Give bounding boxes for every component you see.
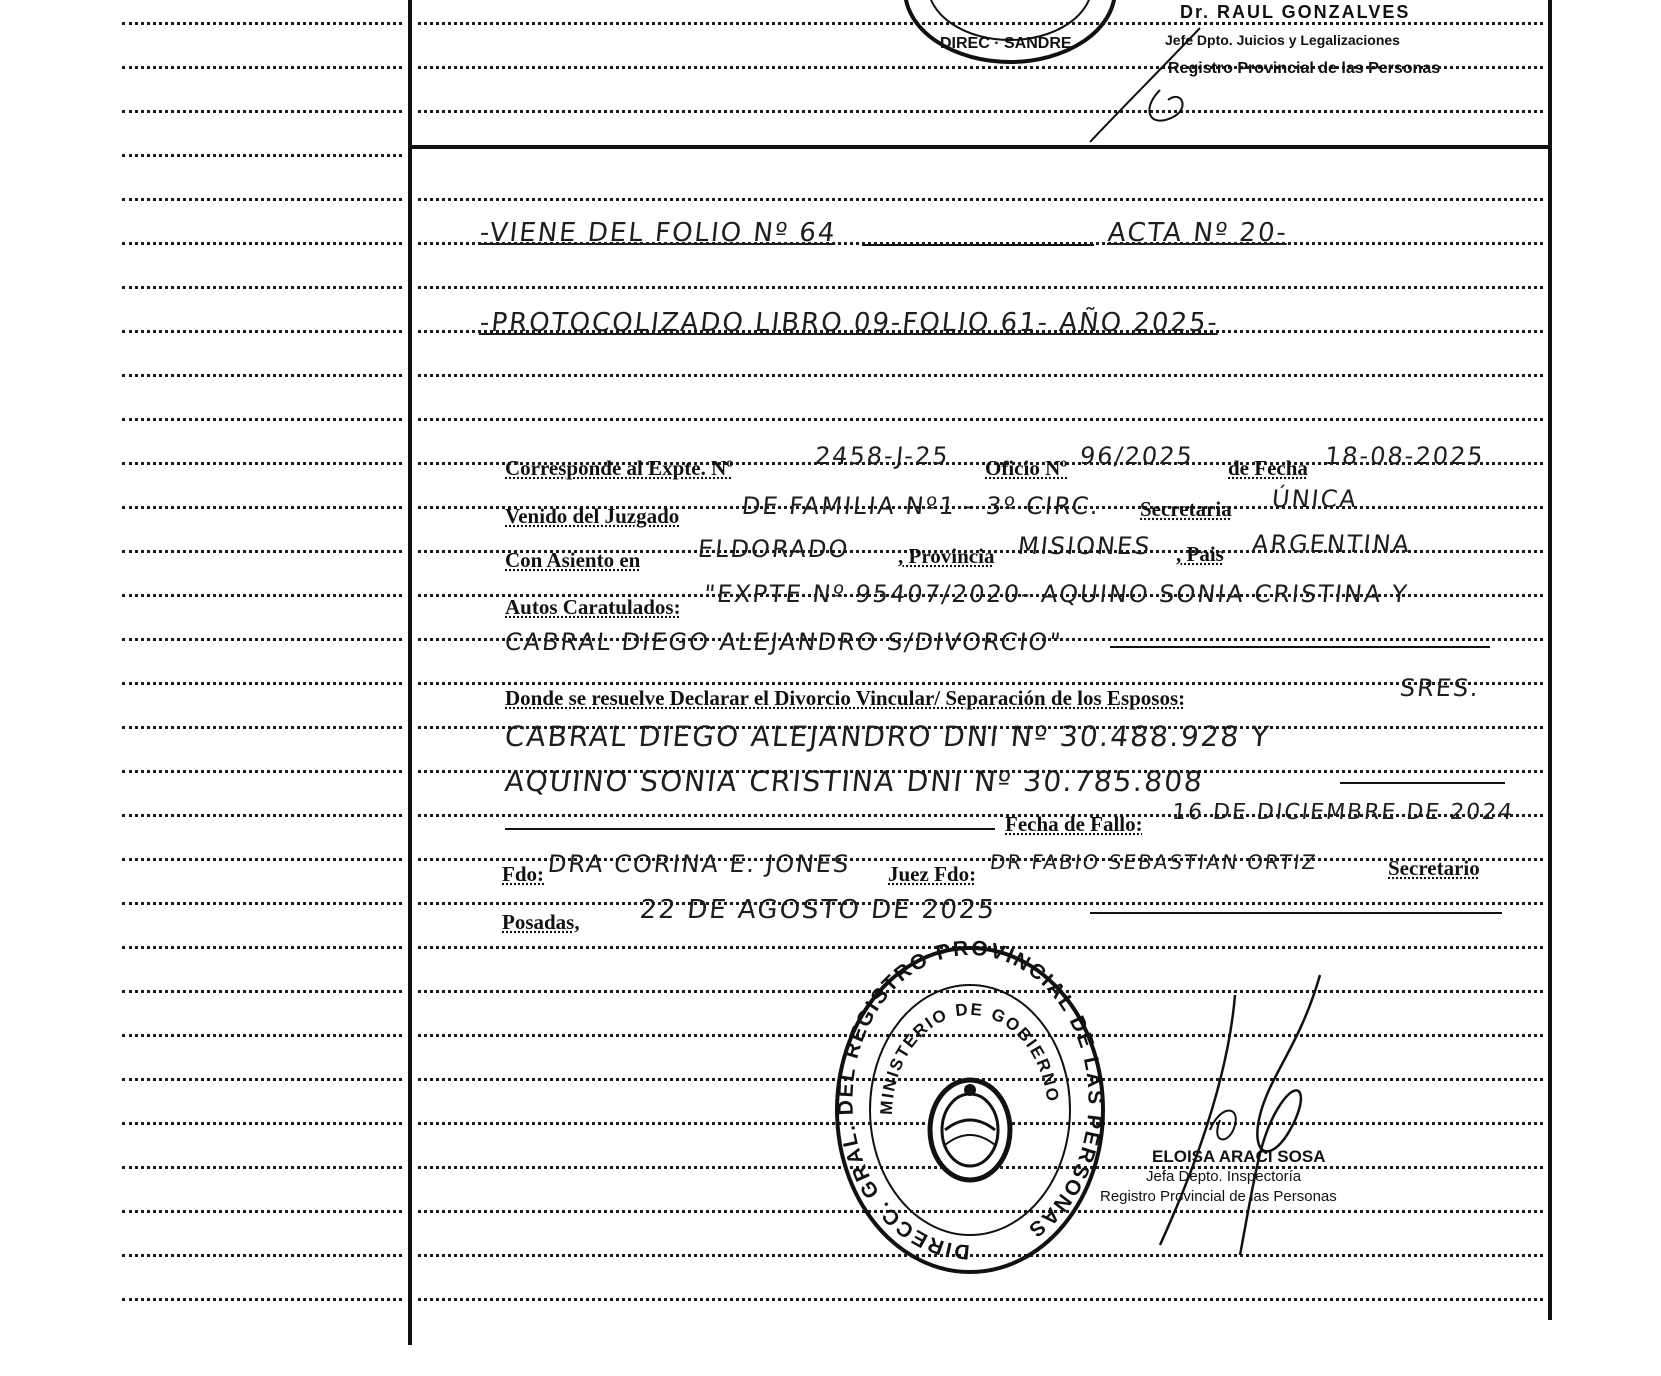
posadas-fill-rule	[1090, 912, 1502, 914]
juzgado-value: DE FAMILIA Nº1 - 3º CIRC.	[740, 492, 1102, 520]
top-signature	[1080, 20, 1240, 150]
signer-name: ELOISA ARACI SOSA	[1152, 1147, 1326, 1166]
ruling-line	[122, 1122, 402, 1125]
oficio-label: Oficio Nº	[985, 456, 1068, 480]
ruling-line	[418, 286, 1543, 289]
resuelve-value1: SRES.	[1398, 674, 1482, 702]
ruling-line	[122, 770, 402, 773]
acta-number: ACTA Nº 20-	[1106, 218, 1290, 248]
ruling-line	[122, 1078, 402, 1081]
fallo-lead-rule	[505, 828, 995, 830]
signer-role: Jefa Depto. Inspectoría	[1146, 1168, 1302, 1185]
coat-of-arms-icon	[930, 1080, 1010, 1180]
ruling-line	[122, 198, 402, 201]
autos-value-line2: CABRAL DIEGO ALEJANDRO S/DIVORCIO"	[503, 628, 1064, 656]
asiento-label: Con Asiento en	[505, 548, 641, 572]
secretaria-label: Secretaria	[1140, 497, 1232, 521]
juez-label: Juez Fdo:	[888, 862, 977, 886]
ruling-line	[122, 462, 402, 465]
ruling-line	[122, 374, 402, 377]
fecha-label: de Fecha	[1228, 456, 1308, 480]
ruling-line	[122, 1166, 402, 1169]
right-border-line	[1548, 0, 1552, 1320]
ruling-line	[122, 902, 402, 905]
ruling-line	[122, 858, 402, 861]
ruling-line	[122, 550, 402, 553]
ruling-line	[418, 1298, 1543, 1301]
ruling-line	[418, 110, 1543, 113]
juez-value: DR FABIO SEBASTIAN ORTIZ	[988, 850, 1319, 874]
ruling-line	[122, 1254, 402, 1257]
top-signer-role: Jefe Dpto. Juicios y Legalizaciones	[1165, 32, 1400, 48]
top-signer-office: Registro Provincial de las Personas	[1168, 60, 1441, 77]
fdo-value: DRA CORINA E. JONES	[546, 850, 852, 878]
resuelve-label: Donde se resuelve Declarar el Divorcio Vincular/ Separación de los Esposos:	[505, 686, 1186, 710]
autos-fill-rule	[1110, 646, 1490, 648]
autos-label: Autos Caratulados:	[505, 595, 681, 619]
posadas-value: 22 DE AGOSTO DE 2025	[638, 895, 998, 925]
ruling-line	[122, 946, 402, 949]
provincia-value: MISIONES	[1016, 532, 1153, 560]
ruling-line	[418, 682, 1543, 685]
ruling-line	[122, 1034, 402, 1037]
ruling-line	[122, 1298, 402, 1301]
ruling-line	[122, 682, 402, 685]
ruling-line	[418, 374, 1543, 377]
ruling-line	[122, 66, 402, 69]
fecha-value: 18-08-2025	[1323, 442, 1486, 470]
ruling-line	[122, 814, 402, 817]
pais-label: , Pais	[1176, 542, 1224, 566]
asiento-value: ELDORADO	[696, 535, 851, 563]
viene-del-folio: -VIENE DEL FOLIO Nº 64	[478, 218, 839, 248]
protocolizado-line: -PROTOCOLIZADO LIBRO 09-FOLIO 61- AÑO 2025-	[478, 308, 1221, 338]
ruling-line	[122, 242, 402, 245]
ruling-line	[122, 506, 402, 509]
ruling-line	[122, 110, 402, 113]
fallo-value: 16 DE DICIEMBRE DE 2024	[1170, 800, 1516, 825]
resuelve-value2: CABRAL DIEGO ALEJANDRO DNI Nº 30.488.928 Y	[503, 720, 1273, 753]
ruling-line	[122, 594, 402, 597]
signer-office: Registro Provincial de las Personas	[1100, 1188, 1337, 1205]
ruling-line	[122, 990, 402, 993]
ruling-line	[122, 286, 402, 289]
ruling-line	[122, 22, 402, 25]
handwritten-signature	[1150, 955, 1370, 1275]
juzgado-label: Venido del Juzgado	[505, 504, 680, 528]
stamp-inner-text: MINISTERIO DE GOBIERNO	[876, 999, 1063, 1116]
ruling-line	[418, 198, 1543, 201]
resuelve-fill-rule	[1340, 782, 1505, 784]
left-border-line	[408, 0, 412, 1345]
official-stamp	[830, 936, 1110, 1280]
header-line1-rule	[862, 244, 1094, 246]
top-signer-name: Dr. RAUL GONZALVES	[1180, 2, 1411, 22]
fallo-label: Fecha de Fallo:	[1005, 812, 1143, 836]
expte-value: 2458-J-25	[813, 442, 951, 470]
autos-value-line1: "EXPTE Nº 95407/2020- AQUINO SONIA CRISTINA Y	[702, 580, 1411, 608]
ruling-line	[122, 638, 402, 641]
ruling-line	[122, 726, 402, 729]
expte-label: Corresponde al Expte. Nº	[505, 456, 734, 480]
ruling-line	[418, 418, 1543, 421]
posadas-label: Posadas,	[502, 910, 580, 934]
ruling-line	[122, 154, 402, 157]
oficio-value: 96/2025	[1078, 442, 1196, 470]
stamp-outer-text: DIRECC. GRAL. DEL REGISTRO PROVINCIAL DE LAS PERSONAS	[834, 936, 1107, 1264]
ruling-line	[122, 418, 402, 421]
resuelve-value3: AQUINO SONIA CRISTINA DNI Nº 30.785.808	[503, 765, 1206, 798]
secretario-label: Secretario	[1388, 856, 1480, 880]
section-divider	[410, 145, 1550, 149]
svg-text:DIREC · SANDRE: DIREC · SANDRE	[940, 35, 1072, 52]
fdo-label: Fdo:	[502, 862, 544, 886]
ruling-line	[122, 330, 402, 333]
pais-value: ARGENTINA	[1250, 530, 1413, 558]
ruling-line	[122, 1210, 402, 1213]
secretaria-value: ÚNICA	[1270, 485, 1360, 513]
provincia-label: , Provincia	[898, 544, 995, 568]
